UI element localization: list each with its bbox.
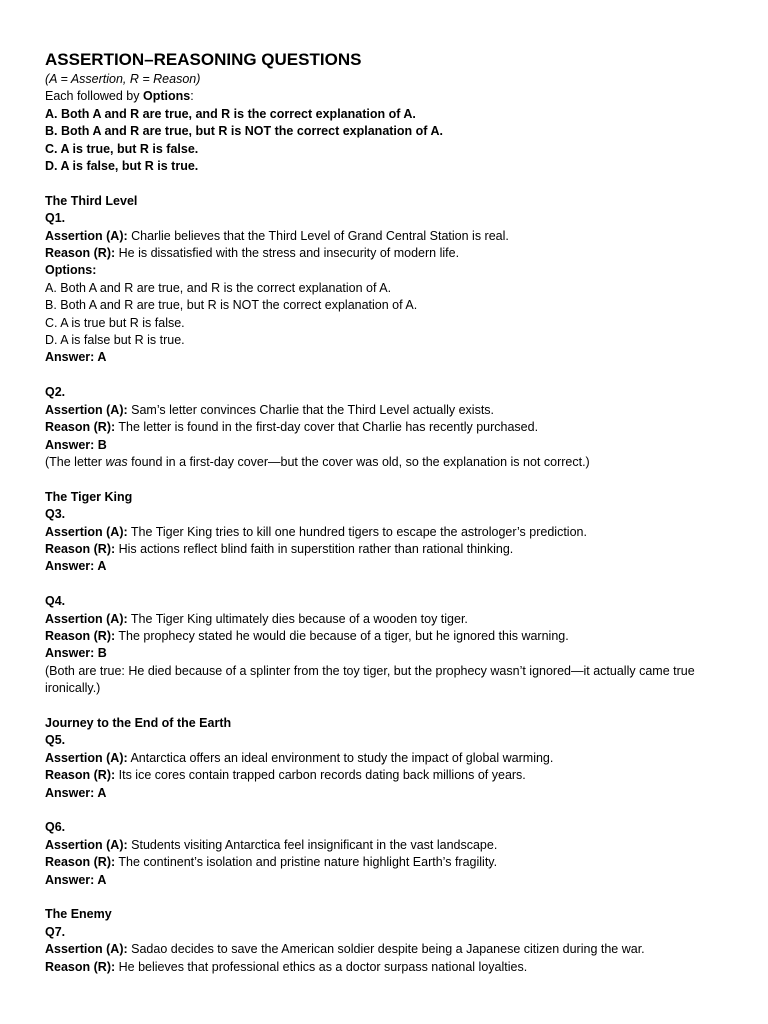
question-id: Q6.: [45, 820, 66, 835]
reason-line: Reason (R): He is dissatisfied with the stress and insecurity of modern life.: [45, 246, 460, 261]
spacer: [45, 175, 745, 192]
question-option: D. A is false but R is true.: [45, 333, 185, 348]
section-title: The Third Level: [45, 193, 138, 208]
answer-line: Answer: B: [45, 646, 107, 661]
answer-line: Answer: A: [45, 872, 107, 887]
section-title: The Enemy: [45, 907, 112, 922]
document-content: [45, 49, 745, 976]
question-id: Q2.: [45, 385, 66, 400]
reason-line: Reason (R): The prophecy stated he would die because of a tiger, but he ignored this warning.: [45, 628, 569, 643]
intro-suffix: :: [190, 89, 194, 104]
spacer: [45, 698, 745, 715]
question-id: Q5.: [45, 733, 66, 748]
spacer: [45, 802, 745, 819]
spacer: [45, 367, 745, 384]
spacer: [45, 576, 745, 593]
answer-note: (Both are true: He died because of a splinter from the toy tiger, but the prophecy wasn’t ignored—it actually came true ironically.): [45, 663, 695, 696]
intro-line: [45, 88, 745, 105]
answer-note: (The letter was found in a first-day cover—but the cover was old, so the explanation is not correct.): [45, 454, 590, 469]
option-a: A. Both A and R are true, and R is the correct explanation of A.: [45, 106, 416, 121]
answer-line: Answer: A: [45, 350, 107, 365]
answer-line: Answer: A: [45, 785, 107, 800]
answer-line: Answer: B: [45, 437, 107, 452]
assertion-line: Assertion (A): The Tiger King tries to kill one hundred tigers to escape the astrologer’s prediction.: [45, 524, 587, 539]
intro-bold: Options: [142, 89, 191, 104]
option-d: D. A is false, but R is true.: [45, 159, 199, 174]
reason-line: Reason (R): His actions reflect blind faith in superstition rather than rational thinking.: [45, 541, 514, 556]
question-id: Q3.: [45, 507, 66, 522]
assertion-line: Assertion (A): Students visiting Antarctica feel insignificant in the vast landscape.: [45, 837, 498, 852]
legend-text: (A = Assertion, R = Reason): [45, 72, 201, 86]
section-title: The Tiger King: [45, 489, 133, 504]
assertion-line: Assertion (A): The Tiger King ultimately dies because of a wooden toy tiger.: [45, 611, 468, 626]
page-title: ASSERTION–REASONING QUESTIONS: [45, 50, 362, 69]
reason-line: Reason (R): Its ice cores contain trapped carbon records dating back millions of years.: [45, 768, 526, 783]
options-label: Options:: [45, 263, 97, 278]
question-id: Q7.: [45, 924, 66, 939]
question-id: Q4.: [45, 594, 66, 609]
option-c: C. A is true, but R is false.: [45, 141, 199, 156]
spacer: [45, 471, 745, 488]
intro-prefix: Each followed by: [45, 89, 143, 104]
assertion-line: Assertion (A): Charlie believes that the Third Level of Grand Central Station is real.: [45, 228, 509, 243]
section-title: Journey to the End of the Earth: [45, 715, 232, 730]
question-id: Q1.: [45, 211, 66, 226]
question-option: C. A is true but R is false.: [45, 315, 185, 330]
option-b: B. Both A and R are true, but R is NOT the correct explanation of A.: [45, 124, 443, 139]
question-option: B. Both A and R are true, but R is NOT the correct explanation of A.: [45, 298, 418, 313]
assertion-line: Assertion (A): Sadao decides to save the American soldier despite being a Japanese citizen during the war.: [45, 942, 645, 957]
legend: [45, 71, 745, 88]
answer-line: Answer: A: [45, 559, 107, 574]
question-option: A. Both A and R are true, and R is the correct explanation of A.: [45, 280, 392, 295]
reason-line: Reason (R): The letter is found in the first-day cover that Charlie has recently purchased.: [45, 420, 539, 435]
assertion-line: Assertion (A): Antarctica offers an ideal environment to study the impact of global warming.: [45, 750, 554, 765]
reason-line: Reason (R): The continent’s isolation and pristine nature highlight Earth’s fragility.: [45, 855, 498, 870]
spacer: [45, 889, 745, 906]
reason-line: Reason (R): He believes that professional ethics as a doctor surpass national loyalties.: [45, 959, 528, 974]
assertion-line: Assertion (A): Sam’s letter convinces Charlie that the Third Level actually exists.: [45, 402, 495, 417]
